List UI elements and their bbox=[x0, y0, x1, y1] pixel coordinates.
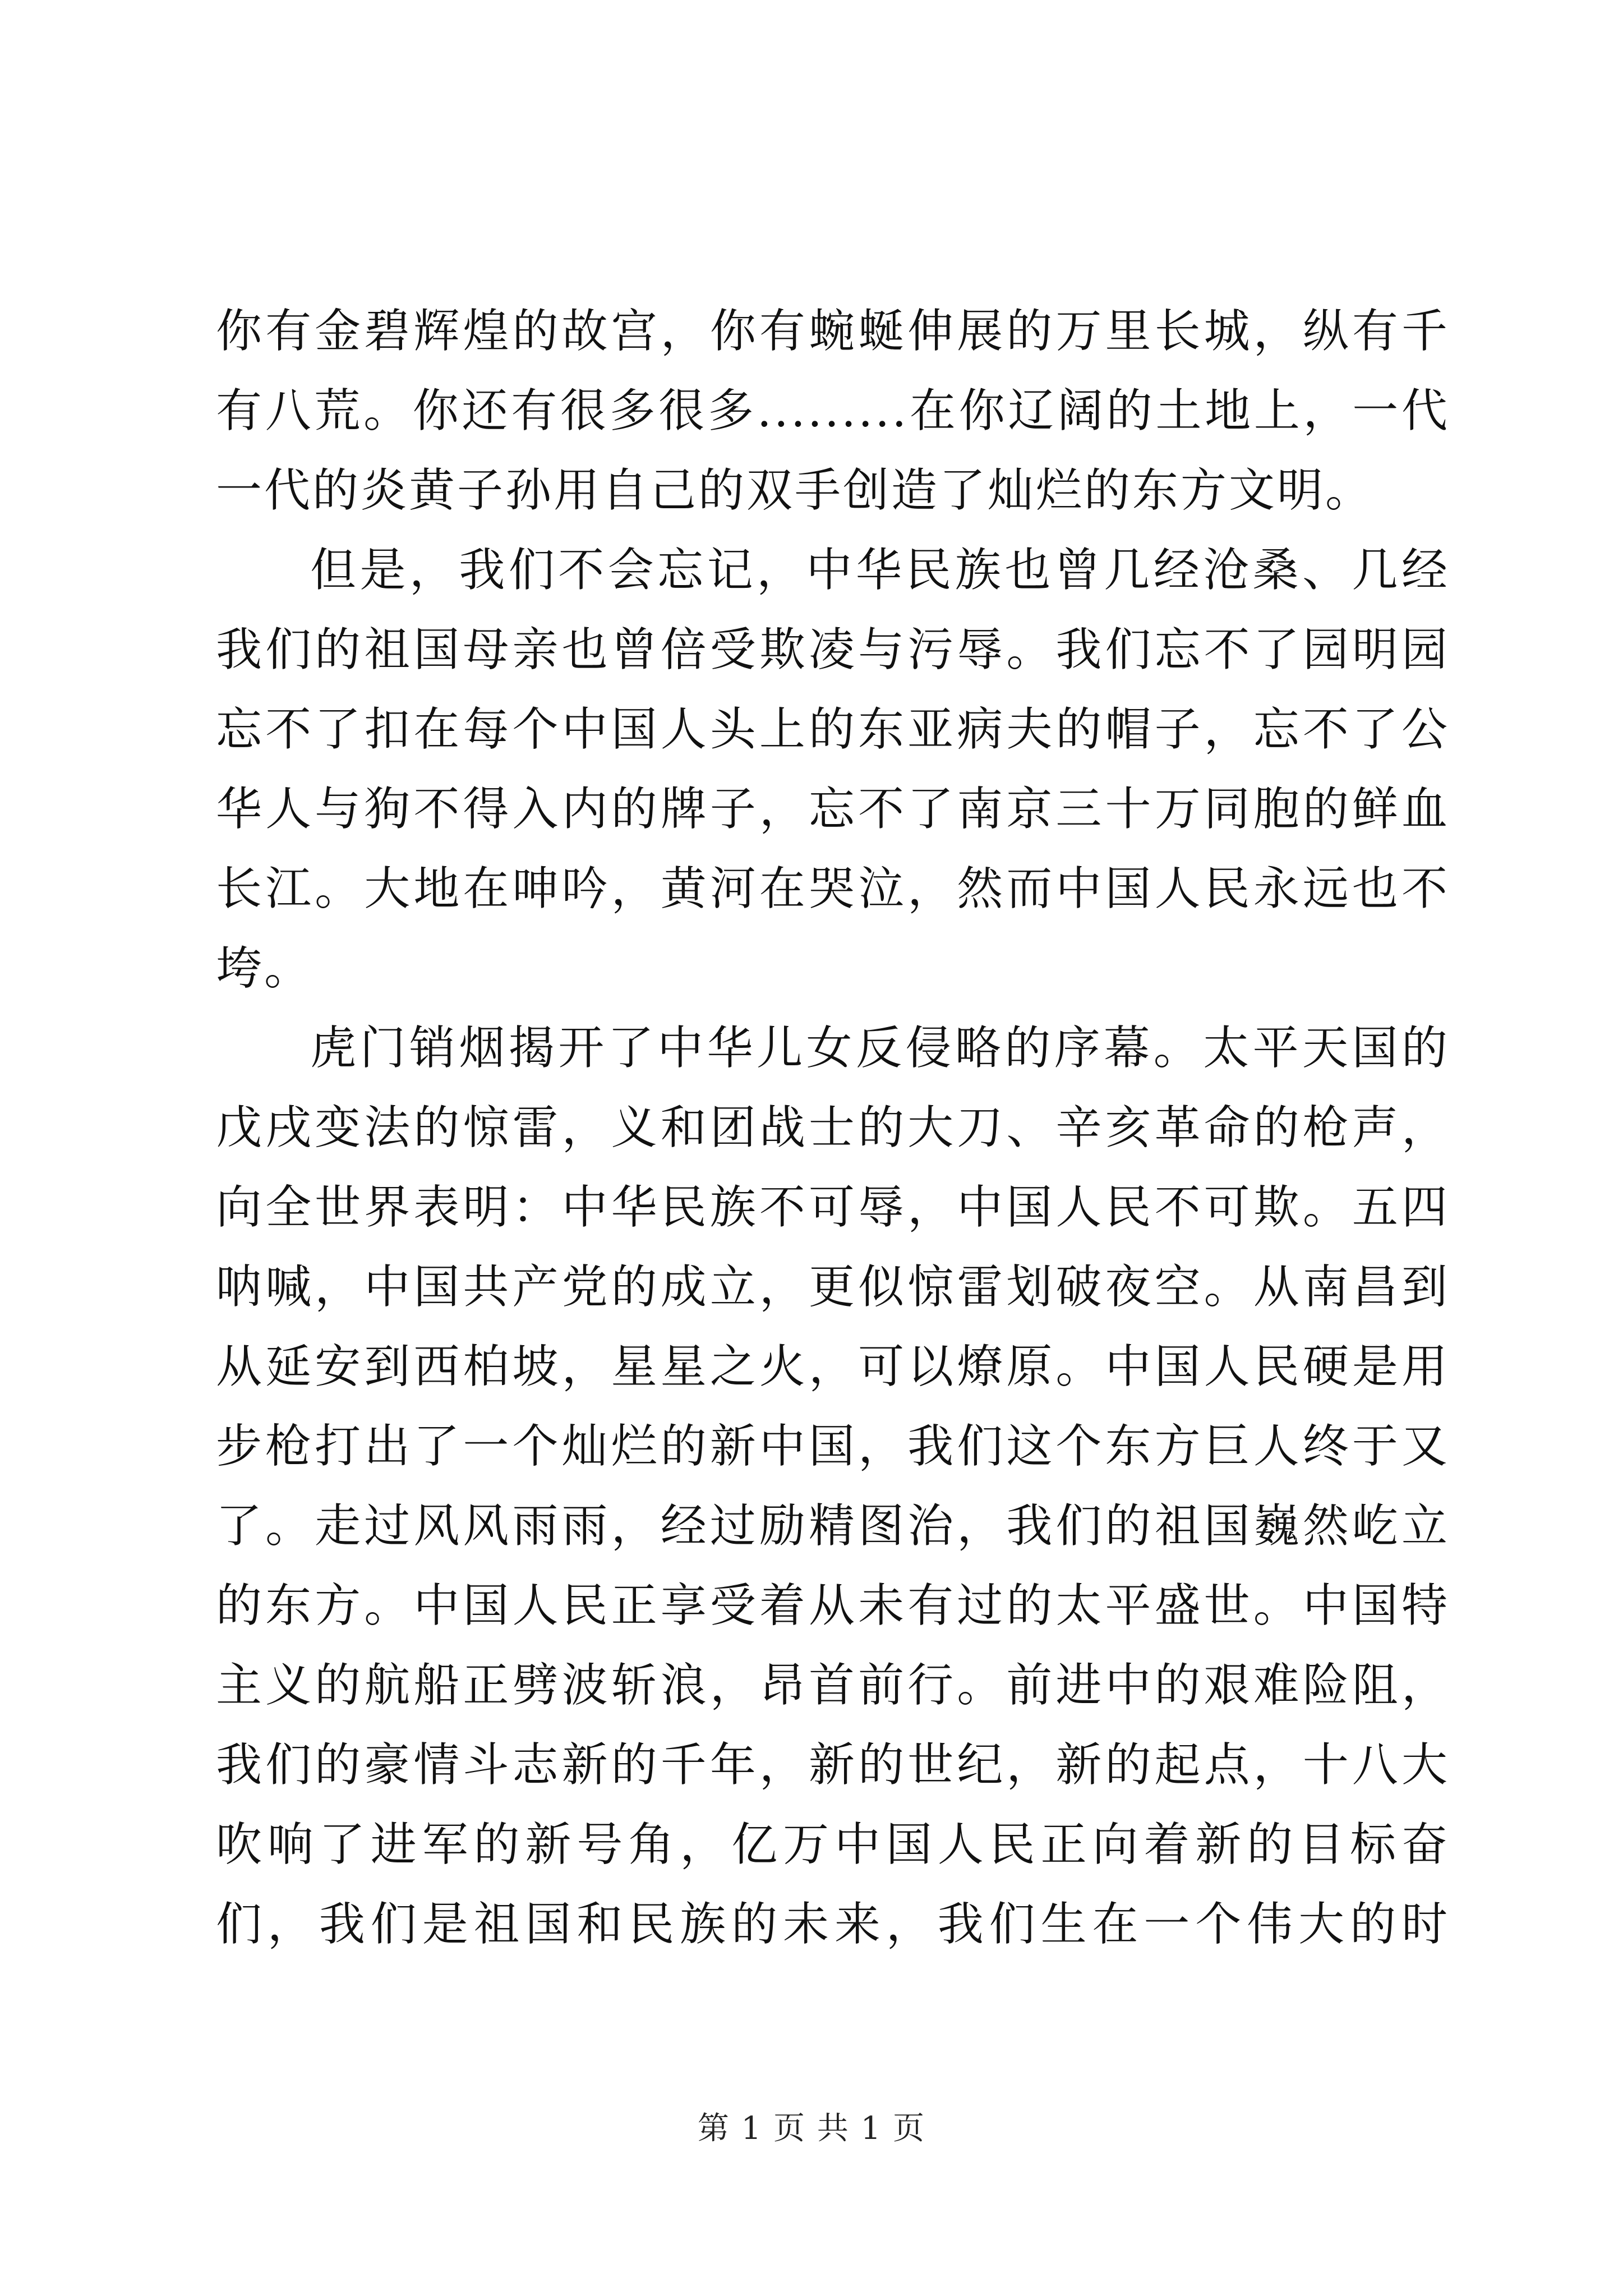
text-line: 有八荒。你还有很多很多.........在你辽阔的土地上，一代 bbox=[216, 384, 1450, 438]
text-line: 了。走过风风雨雨，经过励精图治，我们的祖国巍然屹立 bbox=[216, 1499, 1450, 1553]
page-footer: 第 1 页 共 1 页 bbox=[697, 2110, 926, 2147]
text-line: 主义的航船正劈波斩浪，昂首前行。前进中的艰难险阻， bbox=[216, 1659, 1450, 1712]
text-line: 呐喊，中国共产党的成立，更似惊雷划破夜空。从南昌到 bbox=[216, 1260, 1450, 1314]
text-line: 长江。大地在呻吟，黄河在哭泣，然而中国人民永远也不 bbox=[216, 862, 1450, 915]
document-body bbox=[216, 292, 1450, 1964]
text-line: 你有金碧辉煌的故宫，你有蜿蜒伸展的万里长城，纵有千 bbox=[216, 305, 1450, 358]
text-line: 们，我们是祖国和民族的未来，我们生在一个伟大的时 bbox=[216, 1898, 1450, 1951]
text-line: 忘不了扣在每个中国人头上的东亚病夫的帽子，忘不了公 bbox=[216, 703, 1450, 756]
text-line: 步枪打出了一个灿烂的新中国，我们这个东方巨人终于又 bbox=[216, 1420, 1450, 1473]
text-line: 垮。 bbox=[216, 942, 313, 995]
text-line: 的东方。中国人民正享受着从未有过的太平盛世。中国特 bbox=[216, 1579, 1450, 1632]
text-line: 吹响了进军的新号角，亿万中国人民正向着新的目标奋 bbox=[216, 1818, 1450, 1871]
text-line: 华人与狗不得入内的牌子，忘不了南京三十万同胞的鲜血 bbox=[216, 783, 1450, 836]
text-line: 一代的炎黄子孙用自己的双手创造了灿烂的东方文明。 bbox=[216, 464, 1374, 517]
text-line: 戊戌变法的惊雷，义和团战士的大刀、辛亥革命的枪声， bbox=[216, 1101, 1450, 1154]
text-line: 从延安到西柏坡，星星之火，可以燎原。中国人民硬是用 bbox=[216, 1340, 1450, 1393]
text-line: 向全世界表明：中华民族不可辱，中国人民不可欺。五四 bbox=[216, 1181, 1450, 1234]
paragraph-first-line: 虎门销烟揭开了中华儿女反侵略的序幕。太平天国的 bbox=[310, 1022, 1450, 1075]
paragraph-first-line: 但是，我们不会忘记，中华民族也曾几经沧桑、几经 bbox=[310, 544, 1450, 597]
text-line: 我们的祖国母亲也曾倍受欺凌与污辱。我们忘不了园明园 bbox=[216, 623, 1450, 677]
text-line: 我们的豪情斗志新的千年，新的世纪，新的起点，十八大 bbox=[216, 1738, 1450, 1792]
